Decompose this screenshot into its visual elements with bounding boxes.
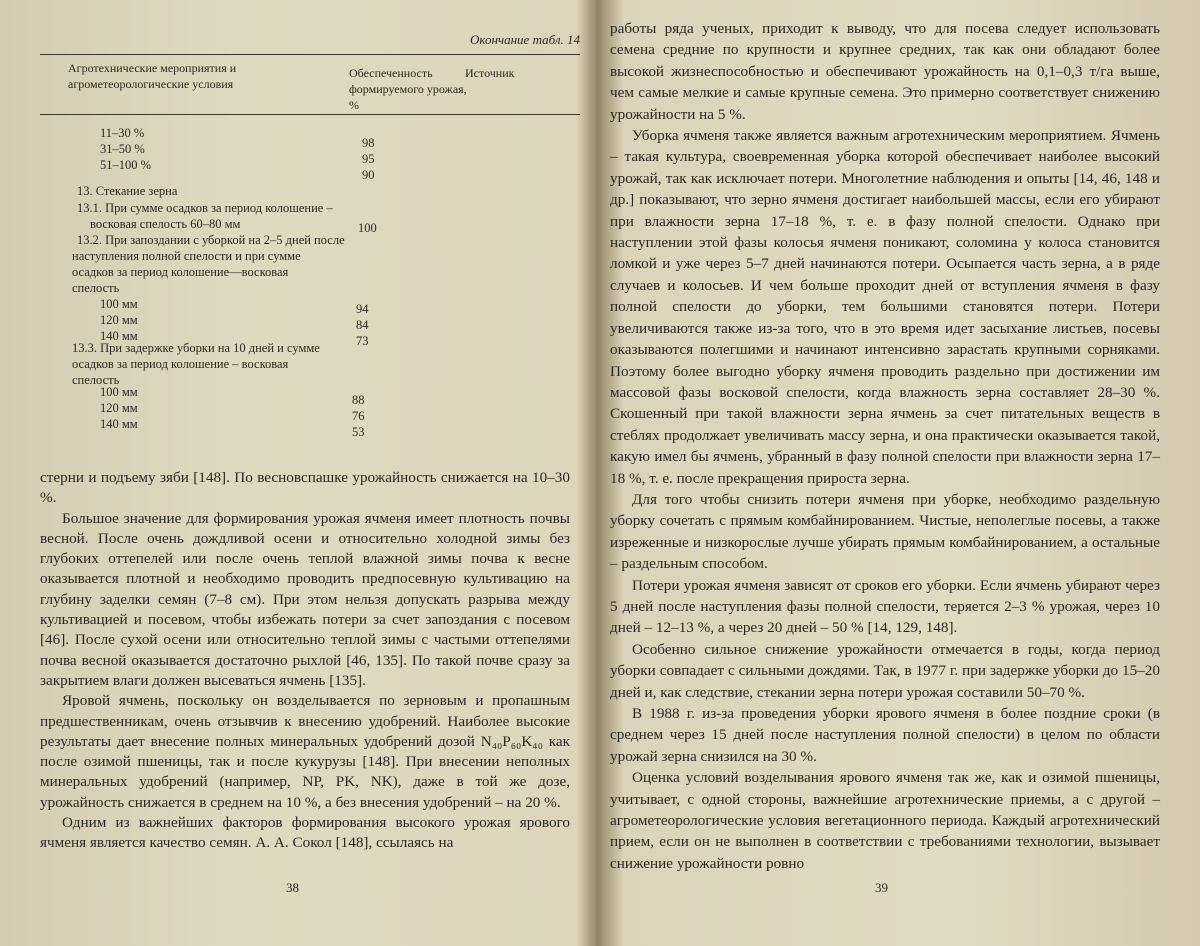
table-caption: Окончание табл. 14 [469, 32, 580, 47]
paragraph: Потери урожая ячменя зависят от сроков его уборки. Если ячмень убирают через 5 дней после наступления фазы полной спелости, теряется 2–3 % урожая, через 10 дней – 12–13 %, а через 20 дней – 50 % [14, 129, 148]. [610, 576, 1160, 637]
table-row-value: 100 [358, 221, 377, 235]
table-row-label: 100 мм [100, 297, 138, 311]
table-row-label: осадков за период колошение—восковая [72, 265, 289, 279]
table-header-conditions: Агротехнические мероприятия и агрометеорологические условия [68, 61, 237, 91]
paragraph: Уборка ячменя также является важным агротехническим мероприятием. Ячмень – такая культура, своевременная уборка которой обеспечивает наиболее высокий урожай, так как исключает потери. Многолетние наблюдения и опыты [14, 46, 148 и др.] показывают, что зерно ячменя достигает наибольшей массы, если его убирают при влажности зерна 17–18 %, т. е. в фазу полной спелости. Однако при наступлении этой фазы колосья ячменя поникают, соломина у колоса становится ломкой и уже через 5–7 дней начинаются потери. Осыпается часть зерна, а в ряде случаев и колосьев. И чем больше проходит дней от вступления ячменя в фазу полной спелости до уборки, тем большими становятся потери. Потери увеличиваются также из-за того, что в это время идет засыхание листьев, посевы оказываются полегшими и начинают интенсивно зарастать крупными сорняками. Поэтому более выгодно уборку ячменя проводить раздельно при достижении им массовой фазы восковой спелости, когда влажность зерна составляет 28–30 %. Скошенный при такой влажности зерна ячмень за счет питательных веществ в стеблях продолжает увеличивать массу зерна, и она практически оказывается такой, какую имел бы ячмень, убранный в фазу полной спелости при влажности зерна 17–18 %, т. е. после прекращения прироста зерна. [610, 127, 1160, 487]
left-page [40, 0, 580, 946]
paragraph: Яровой ячмень, поскольку он возделывается по зерновым и пропашным предшественникам, очень отзывчив к внесению удобрений. Наиболее высокие результаты дает внесение полных минеральных удобрений дозой N₄₀P₆₀K₄₀ как после озимой пшеницы, так и после кукурузы [148]. При внесении неполных минеральных удобрений (например, NP, PK, NK), даже в той же дозе, урожайность снижается в среднем на 10 %, а без внесения удобрений – на 20 %. [40, 692, 570, 811]
table-row-value: 53 [352, 425, 365, 439]
page-number: 38 [286, 880, 299, 895]
right-body-text [610, 18, 1160, 874]
table-row-value: 88 [352, 393, 365, 407]
table-row-label: 140 мм [100, 417, 138, 431]
table-header-yield: Обеспеченность формируемого урожая, % [349, 66, 467, 112]
table-header-source: Источник [465, 66, 515, 80]
table-row-label: осадков за период колошение – восковая [72, 357, 289, 371]
paragraph: работы ряда ученых, приходит к выводу, что для посева следует использовать семена средние по крупности и крупнее средних, так как они обладают более высокой жизнеспособностью и обеспечивают урожайность на 0,1–0,3 т/га выше, чем самые мелкие и самые крупные семена. Это примерно соответствует снижению урожайности на 5 %. [610, 20, 1160, 123]
table-row-value: 84 [356, 318, 369, 332]
paragraph: Одним из важнейших факторов формирования высокого урожая ярового ячменя является качество семян. А. А. Сокол [148], ссылаясь на [40, 814, 570, 852]
paragraph: Оценка условий возделывания ярового ячменя так же, как и озимой пшеницы, учитывает, с одной стороны, важнейшие агротехнические приемы, а с другой – агрометеорологические условия вегетационного периода. Каждый агротехнический прием, если он не выполнен в соответствии с требованиями технологии, вызывает снижение урожайности ровно [610, 769, 1160, 872]
table-row-label: 11–30 % [100, 126, 145, 140]
table-row-value: 76 [352, 409, 365, 423]
table-row-label: наступления полной спелости и при сумме [72, 249, 301, 263]
table-row-label: восковая спелость 60–80 мм [90, 217, 241, 231]
table-row-value: 90 [362, 168, 375, 182]
table-row-label: 13.3. При задержке уборки на 10 дней и сумме [72, 341, 320, 355]
page-number: 39 [875, 880, 888, 895]
table-row-label: 51–100 % [100, 158, 152, 172]
table-row-label: 13.1. При сумме осадков за период колошение – [77, 201, 333, 215]
table-row-value: 94 [356, 302, 369, 316]
paragraph: В 1988 г. из-за проведения уборки ярового ячменя в более поздние сроки (в среднем через 15 дней после наступления полной спелости) в целом по области урожай зерна снизился на 30 %. [610, 705, 1160, 765]
table-row-label: 13.2. При запоздании с уборкой на 2–5 дней после [77, 233, 345, 247]
table-row-label: 120 мм [100, 313, 138, 327]
table-row-label: 13. Стекание зерна [77, 184, 178, 198]
table-row-label: 140 мм [100, 329, 138, 343]
paragraph: Большое значение для формирования урожая ячменя имеет плотность почвы весной. После очень дождливой осени и относительно холодной зимы без глубоких оттепелей или после очень теплой влажной зимы почва к весне оказывается плотной и необходимо проводить предпосевную культивацию на глубину заделки семян (7–8 см). При этом нельзя допускать разрыва между культивацией и посевом, чтобы избежать потери за счет запоздания с посевом [46]. После сухой осени или относительно теплой зимы с частыми оттепелями почва весной оказывается достаточно рыхлой [46, 135]. По такой почве сразу за закрытием влаги должен высеваться ячмень [135]. [40, 509, 570, 689]
paragraph: Для того чтобы снизить потери ячменя при уборке, необходимо раздельную уборку сочетать с прямым комбайнированием. Чистые, неполеглые посевы, а также изреженные и низкорослые лучше убирать прямым комбайнированием, а остальные – раздельным способом. [610, 490, 1160, 573]
table-top-rule [40, 54, 580, 55]
left-body-text [40, 468, 570, 854]
paragraph: Особенно сильное снижение урожайности отмечается в годы, когда период уборки совпадает с сильными дождями. Так, в 1977 г. при задержке уборки до 15–20 дней и, как следствие, стекании зерна потери урожая составили 50–70 %. [610, 640, 1160, 701]
table-row-label: 100 мм [100, 385, 138, 399]
table-row-label: 120 мм [100, 401, 138, 415]
table-row-value: 95 [362, 152, 375, 166]
right-page [610, 0, 1165, 946]
paragraph: стерни и подъему зяби [148]. По весновспашке урожайность снижается на 10–30 %. [40, 469, 570, 507]
table-row-label: 31–50 % [100, 142, 145, 156]
table-row-value: 73 [356, 334, 369, 348]
table-row-label: спелость [72, 373, 120, 387]
table-row-label: спелость [72, 281, 120, 295]
table-header-rule [40, 114, 580, 115]
table-row-value: 98 [362, 136, 375, 150]
